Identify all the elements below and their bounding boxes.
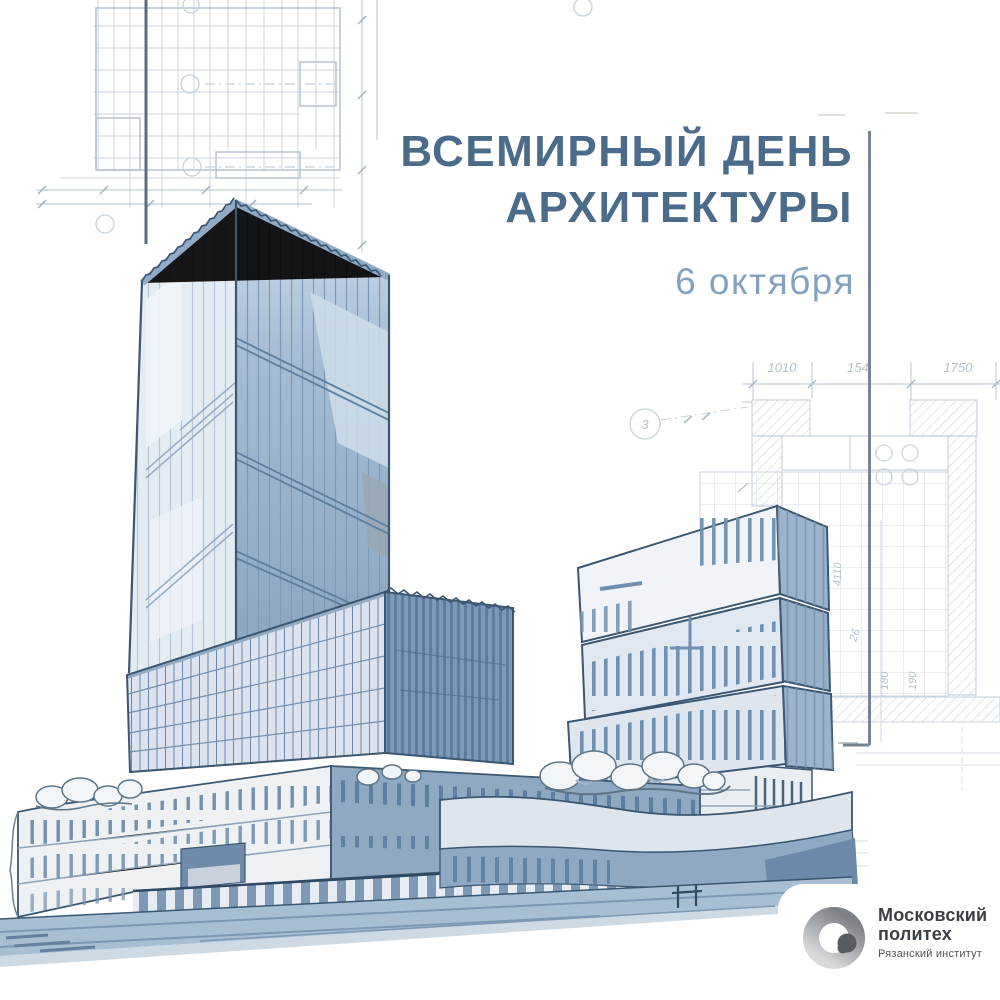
dim-label-1010: 1010 bbox=[767, 360, 797, 375]
dim-label-180: 180 bbox=[879, 671, 891, 690]
tower bbox=[129, 198, 389, 673]
dim-label-190: 190 bbox=[907, 671, 919, 690]
event-date: 6 октября bbox=[675, 261, 855, 302]
logo-org-line-1: Московский bbox=[878, 905, 988, 925]
title-line-1: ВСЕМИРНЫЙ ДЕНЬ bbox=[400, 127, 853, 176]
dim-label-154: 154 bbox=[847, 360, 869, 375]
dim-label-1750: 1750 bbox=[943, 360, 973, 375]
logo-card bbox=[778, 884, 1000, 1000]
logo-text bbox=[878, 906, 987, 960]
page-title bbox=[400, 124, 853, 236]
logo-org-line-2: политех bbox=[878, 924, 952, 944]
axis-label-3: 3 bbox=[641, 417, 649, 432]
title-line-2: АРХИТЕКТУРЫ bbox=[505, 183, 853, 232]
polytech-ring-icon bbox=[802, 906, 866, 970]
dim-label-4110: 4110 bbox=[832, 562, 844, 586]
logo-subtitle: Рязанский институт bbox=[878, 948, 983, 960]
dim-label-26: 26 bbox=[847, 627, 863, 643]
